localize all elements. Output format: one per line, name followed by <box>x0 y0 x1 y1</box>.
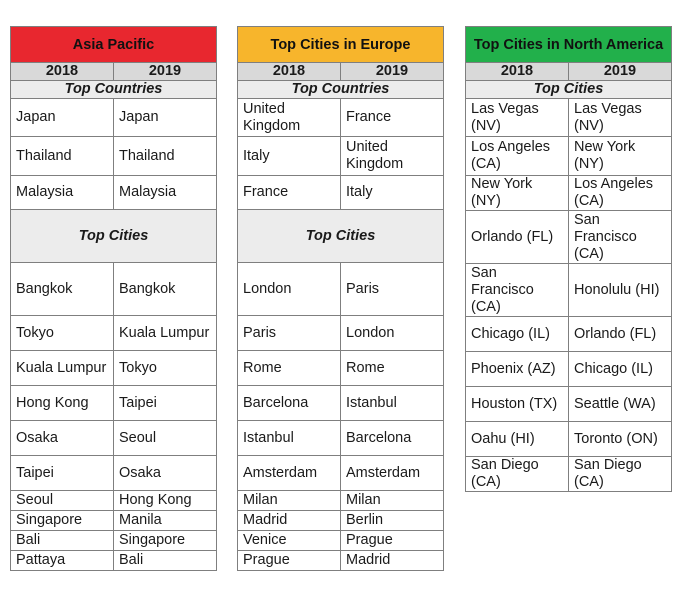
city-row-cell: Milan <box>341 491 444 511</box>
top-countries-header: Top Countries <box>11 81 217 99</box>
country-row-cell: Italy <box>341 176 444 210</box>
city-row <box>238 316 444 351</box>
city-row-cell: San Francisco (CA) <box>569 211 672 264</box>
city-row-cell: London <box>341 316 444 351</box>
city-row <box>466 317 672 352</box>
city-row-cell: Madrid <box>238 511 341 531</box>
city-row-cell: Osaka <box>114 456 217 491</box>
city-row <box>238 456 444 491</box>
city-row-cell: Berlin <box>341 511 444 531</box>
city-row <box>11 386 217 421</box>
top-cities-header: Top Cities <box>238 210 444 263</box>
country-row-cell: Malaysia <box>11 176 114 210</box>
year-header-row <box>466 63 672 81</box>
city-row-cell: Istanbul <box>341 386 444 421</box>
city-row-cell: Phoenix (AZ) <box>466 352 569 387</box>
panel-title-row <box>238 27 444 63</box>
year-header-2019: 2019 <box>341 63 444 81</box>
city-row <box>466 264 672 317</box>
city-row-cell: New York (NY) <box>466 176 569 211</box>
city-row-cell: Seoul <box>114 421 217 456</box>
city-row-cell: Orlando (FL) <box>569 317 672 352</box>
year-header-2019: 2019 <box>569 63 672 81</box>
city-row-cell: San Diego (CA) <box>466 457 569 492</box>
city-row-cell: San Diego (CA) <box>569 457 672 492</box>
panel-title: Top Cities in North America <box>466 27 672 63</box>
city-row-cell: Paris <box>238 316 341 351</box>
country-row-cell: Italy <box>238 137 341 176</box>
country-row-cell: Japan <box>11 99 114 137</box>
city-row <box>11 491 217 511</box>
country-row-cell: France <box>341 99 444 137</box>
city-row-cell: Hong Kong <box>11 386 114 421</box>
city-row-cell: Singapore <box>114 531 217 551</box>
city-row-cell: Los Angeles (CA) <box>466 137 569 176</box>
city-row <box>238 511 444 531</box>
city-row-cell: Barcelona <box>341 421 444 456</box>
city-row-cell: San Francisco (CA) <box>466 264 569 317</box>
city-row-cell: Tokyo <box>114 351 217 386</box>
year-header-2018: 2018 <box>11 63 114 81</box>
country-row <box>238 137 444 176</box>
city-row <box>11 551 217 571</box>
city-row <box>238 421 444 456</box>
city-row <box>238 351 444 386</box>
city-row-cell: Amsterdam <box>238 456 341 491</box>
city-row-cell: Tokyo <box>11 316 114 351</box>
city-row-cell: Paris <box>341 263 444 316</box>
city-row <box>11 351 217 386</box>
city-row-cell: Chicago (IL) <box>569 352 672 387</box>
north-america-table <box>465 26 672 492</box>
city-row-cell: Pattaya <box>11 551 114 571</box>
city-row-cell: Prague <box>341 531 444 551</box>
year-header-2019: 2019 <box>114 63 217 81</box>
country-row-cell: United Kingdom <box>238 99 341 137</box>
year-header-row <box>11 63 217 81</box>
city-row <box>11 421 217 456</box>
city-row-cell: Bangkok <box>114 263 217 316</box>
country-row <box>238 99 444 137</box>
panel-title-row <box>11 27 217 63</box>
city-row <box>466 422 672 457</box>
city-row-cell: Honolulu (HI) <box>569 264 672 317</box>
city-row-cell: Istanbul <box>238 421 341 456</box>
city-row <box>11 531 217 551</box>
city-row-cell: Las Vegas (NV) <box>569 99 672 137</box>
city-row-cell: Rome <box>238 351 341 386</box>
city-row-cell: Seoul <box>11 491 114 511</box>
city-row-cell: Rome <box>341 351 444 386</box>
north-america-panel <box>465 26 672 492</box>
city-row <box>466 352 672 387</box>
city-row-cell: Taipei <box>114 386 217 421</box>
city-row <box>11 511 217 531</box>
top-cities-header-row <box>11 210 217 263</box>
country-row-cell: Japan <box>114 99 217 137</box>
europe-table <box>237 26 444 571</box>
country-row <box>11 137 217 176</box>
city-row-cell: Los Angeles (CA) <box>569 176 672 211</box>
country-row <box>11 99 217 137</box>
top-cities-header-row <box>466 81 672 99</box>
city-row-cell: Amsterdam <box>341 456 444 491</box>
city-row <box>466 457 672 492</box>
city-row-cell: Las Vegas (NV) <box>466 99 569 137</box>
top-countries-header-row <box>238 81 444 99</box>
city-row-cell: Milan <box>238 491 341 511</box>
country-row-cell: France <box>238 176 341 210</box>
city-row-cell: Barcelona <box>238 386 341 421</box>
city-row-cell: Taipei <box>11 456 114 491</box>
city-row <box>11 263 217 316</box>
city-row-cell: Hong Kong <box>114 491 217 511</box>
year-header-row <box>238 63 444 81</box>
top-cities-header: Top Cities <box>11 210 217 263</box>
panel-title: Asia Pacific <box>11 27 217 63</box>
city-row <box>238 263 444 316</box>
city-row-cell: New York (NY) <box>569 137 672 176</box>
city-row-cell: Manila <box>114 511 217 531</box>
asia-pacific-table <box>10 26 217 571</box>
city-row <box>11 456 217 491</box>
city-row <box>466 99 672 137</box>
city-row-cell: Venice <box>238 531 341 551</box>
year-header-2018: 2018 <box>238 63 341 81</box>
city-row-cell: Kuala Lumpur <box>114 316 217 351</box>
city-row <box>466 137 672 176</box>
city-row-cell: Oahu (HI) <box>466 422 569 457</box>
panel-title: Top Cities in Europe <box>238 27 444 63</box>
top-countries-header-row <box>11 81 217 99</box>
city-row-cell: Singapore <box>11 511 114 531</box>
country-row <box>11 176 217 210</box>
city-row-cell: Bangkok <box>11 263 114 316</box>
city-row <box>466 176 672 211</box>
country-row-cell: United Kingdom <box>341 137 444 176</box>
city-row-cell: Osaka <box>11 421 114 456</box>
city-row <box>11 316 217 351</box>
city-row-cell: Orlando (FL) <box>466 211 569 264</box>
country-row-cell: Thailand <box>114 137 217 176</box>
country-row <box>238 176 444 210</box>
city-row-cell: Madrid <box>341 551 444 571</box>
city-row <box>238 386 444 421</box>
city-row <box>238 551 444 571</box>
city-row-cell: Kuala Lumpur <box>11 351 114 386</box>
city-row-cell: Prague <box>238 551 341 571</box>
country-row-cell: Malaysia <box>114 176 217 210</box>
year-header-2018: 2018 <box>466 63 569 81</box>
city-row-cell: Chicago (IL) <box>466 317 569 352</box>
city-row-cell: Houston (TX) <box>466 387 569 422</box>
city-row-cell: Toronto (ON) <box>569 422 672 457</box>
city-row-cell: Bali <box>114 551 217 571</box>
city-row <box>238 531 444 551</box>
city-row <box>238 491 444 511</box>
country-row-cell: Thailand <box>11 137 114 176</box>
panel-title-row <box>466 27 672 63</box>
top-countries-header: Top Countries <box>238 81 444 99</box>
europe-panel <box>237 26 444 571</box>
city-row-cell: Seattle (WA) <box>569 387 672 422</box>
city-row <box>466 387 672 422</box>
city-row-cell: Bali <box>11 531 114 551</box>
city-row-cell: London <box>238 263 341 316</box>
top-cities-header: Top Cities <box>466 81 672 99</box>
asia-pacific-panel <box>10 26 217 571</box>
city-row <box>466 211 672 264</box>
top-cities-header-row <box>238 210 444 263</box>
